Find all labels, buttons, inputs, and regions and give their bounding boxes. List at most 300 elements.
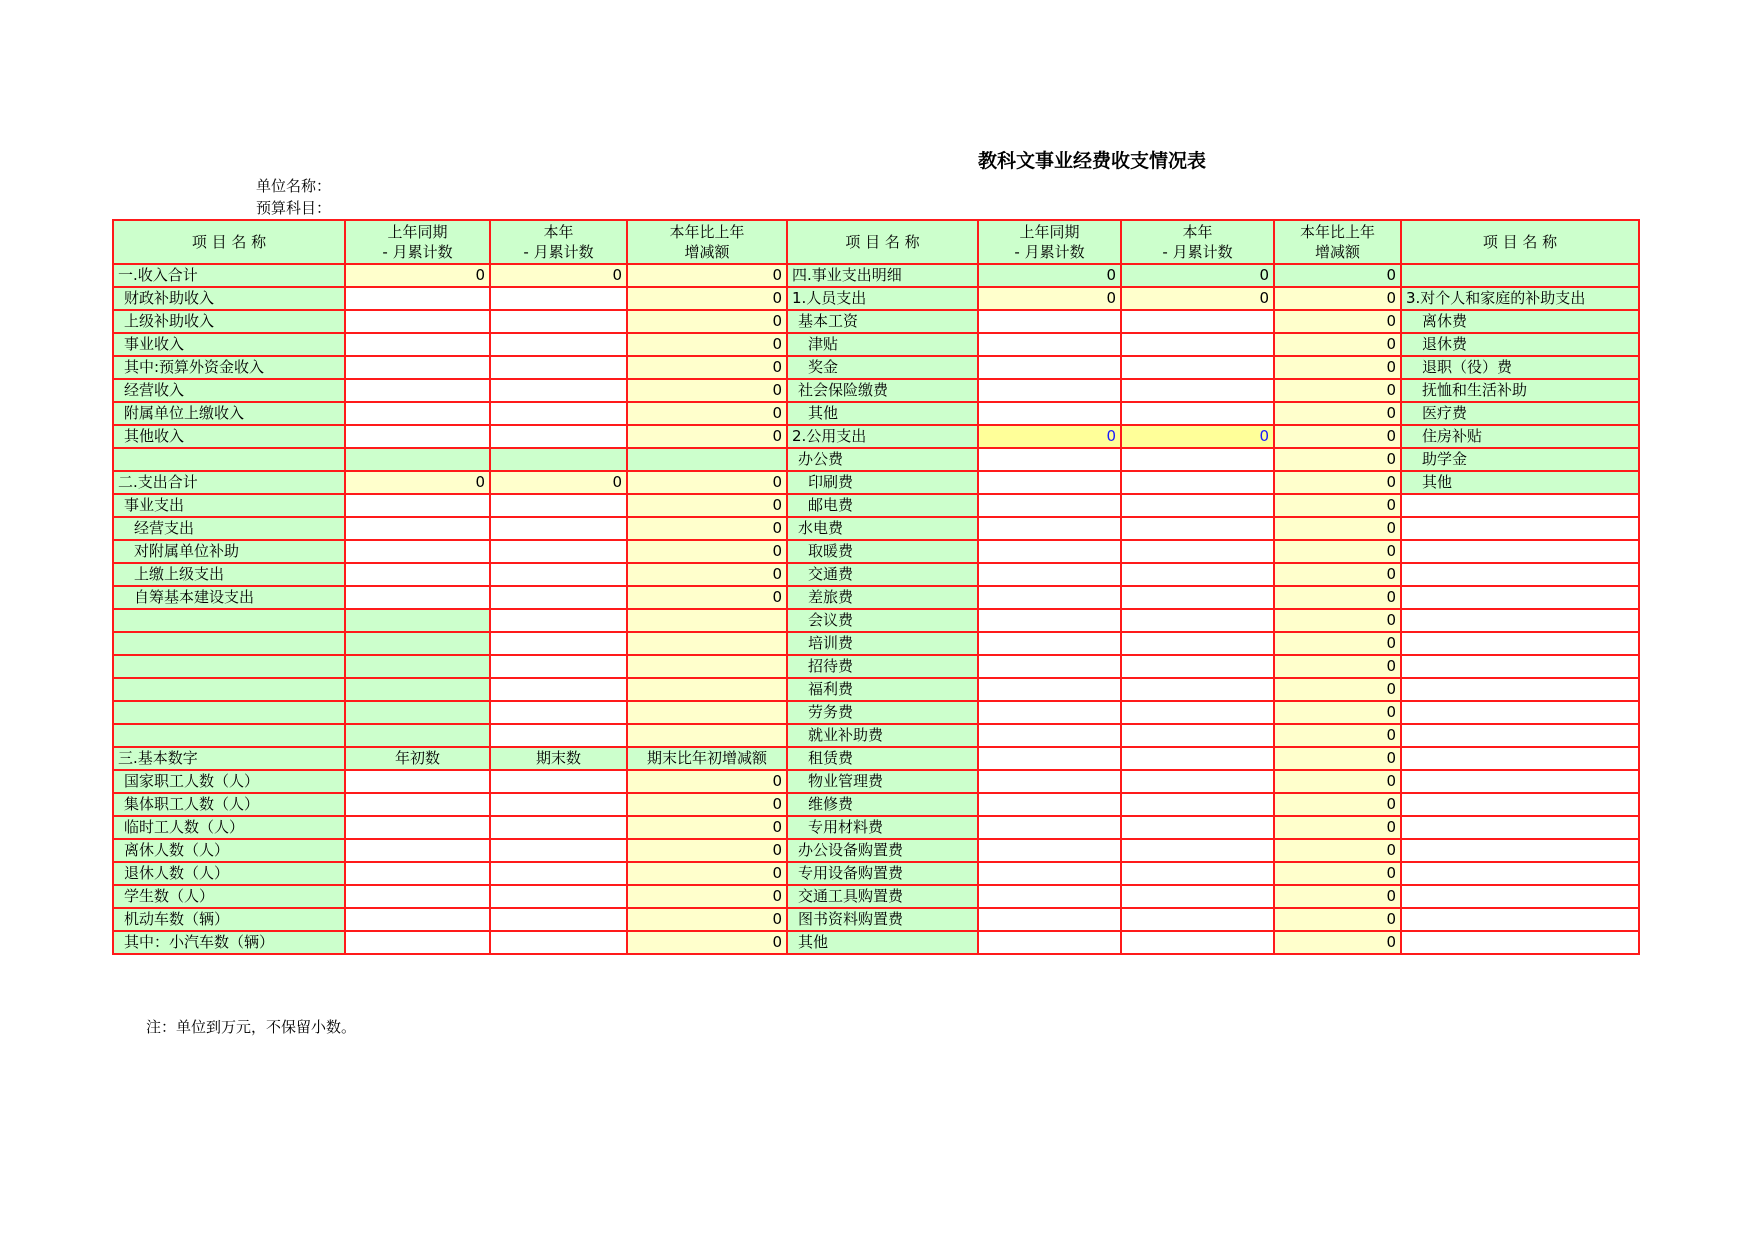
right-item-label — [1401, 931, 1639, 954]
left-blank-cell — [345, 678, 490, 701]
mid-item-label: 会议费 — [787, 609, 978, 632]
right-item-label — [1401, 747, 1639, 770]
mid-current-input[interactable] — [1121, 839, 1274, 862]
left-item-label: 其中:预算外资金收入 — [113, 356, 345, 379]
left-item-label: 机动车数（辆） — [113, 908, 345, 931]
right-item-label — [1401, 540, 1639, 563]
table-row — [113, 264, 1639, 287]
left-current-input[interactable] — [490, 839, 627, 862]
mid-change-value: 0 — [1274, 379, 1401, 402]
right-item-label — [1401, 908, 1639, 931]
left-prev-input[interactable] — [345, 540, 490, 563]
table-row — [113, 931, 1639, 954]
mid-item-label: 取暖费 — [787, 540, 978, 563]
right-item-label: 抚恤和生活补助 — [1401, 379, 1639, 402]
mid-item-label: 其他 — [787, 931, 978, 954]
mid-item-label: 福利费 — [787, 678, 978, 701]
left-current-input[interactable] — [490, 885, 627, 908]
left-blank-cell — [490, 678, 627, 701]
mid-current-input[interactable] — [1121, 701, 1274, 724]
left-current-input[interactable] — [490, 816, 627, 839]
left-item-label — [113, 609, 345, 632]
right-item-label — [1401, 701, 1639, 724]
left-item-label: 离休人数（人） — [113, 839, 345, 862]
mid-prev-input[interactable] — [978, 379, 1121, 402]
mid-current-input[interactable] — [1121, 885, 1274, 908]
left-current-input[interactable] — [490, 379, 627, 402]
table-row — [113, 885, 1639, 908]
mid-change-value: 0 — [1274, 609, 1401, 632]
mid-current-input[interactable] — [1121, 494, 1274, 517]
left-prev-input[interactable] — [345, 770, 490, 793]
left-item-label: 对附属单位补助 — [113, 540, 345, 563]
left-blank-cell — [627, 655, 787, 678]
table-row — [113, 425, 1639, 448]
left-change-value: 0 — [627, 563, 787, 586]
right-item-label — [1401, 724, 1639, 747]
basic-header-end: 期末数 — [490, 747, 627, 770]
mid-change-value: 0 — [1274, 862, 1401, 885]
mid-prev-input[interactable] — [978, 333, 1121, 356]
header-current-year: 本年 - 月累计数 — [490, 220, 627, 264]
basic-header-change: 期末比年初增减额 — [627, 747, 787, 770]
left-current-total: 0 — [490, 471, 627, 494]
left-item-label — [113, 701, 345, 724]
left-current-input[interactable] — [490, 287, 627, 310]
left-prev-input[interactable] — [345, 816, 490, 839]
left-change-value: 0 — [627, 816, 787, 839]
left-item-label: 附属单位上缴收入 — [113, 402, 345, 425]
right-item-label: 离休费 — [1401, 310, 1639, 333]
header-item-name-3: 项 目 名 称 — [1401, 220, 1639, 264]
mid-item-label: 邮电费 — [787, 494, 978, 517]
public-expense-current[interactable]: 0 — [1121, 425, 1274, 448]
mid-current-input[interactable] — [1121, 379, 1274, 402]
mid-current-input[interactable] — [1121, 862, 1274, 885]
mid-current-input[interactable] — [1121, 724, 1274, 747]
left-prev-input[interactable] — [345, 517, 490, 540]
mid-change-value: 0 — [1274, 448, 1401, 471]
left-item-label: 集体职工人数（人） — [113, 793, 345, 816]
left-prev-input[interactable] — [345, 425, 490, 448]
left-change-value: 0 — [627, 770, 787, 793]
mid-current-input[interactable] — [1121, 517, 1274, 540]
mid-item-label: 四.事业支出明细 — [787, 264, 978, 287]
left-prev-input[interactable] — [345, 793, 490, 816]
left-item-label: 退休人数（人） — [113, 862, 345, 885]
right-item-label — [1401, 632, 1639, 655]
table-row — [113, 379, 1639, 402]
left-prev-input[interactable] — [345, 402, 490, 425]
mid-current-input[interactable] — [1121, 632, 1274, 655]
left-change-value: 0 — [627, 540, 787, 563]
left-item-label: 二.支出合计 — [113, 471, 345, 494]
mid-prev-input[interactable] — [978, 402, 1121, 425]
left-prev-input[interactable] — [345, 379, 490, 402]
unit-name-label: 单位名称： — [256, 177, 332, 195]
right-item-label: 助学金 — [1401, 448, 1639, 471]
left-change-value: 0 — [627, 264, 787, 287]
mid-change-value: 0 — [1274, 770, 1401, 793]
left-change-value: 0 — [627, 862, 787, 885]
left-prev-input[interactable] — [345, 862, 490, 885]
table-row — [113, 839, 1639, 862]
mid-prev-input[interactable] — [978, 931, 1121, 954]
left-blank-cell — [490, 655, 627, 678]
table-row — [113, 540, 1639, 563]
left-change-value: 0 — [627, 333, 787, 356]
left-item-label: 财政补助收入 — [113, 287, 345, 310]
table-row — [113, 770, 1639, 793]
table-row — [113, 471, 1639, 494]
left-current-input[interactable] — [490, 540, 627, 563]
table-row — [113, 655, 1639, 678]
left-current-input[interactable] — [490, 425, 627, 448]
left-item-label: 事业收入 — [113, 333, 345, 356]
mid-prev-input[interactable] — [978, 448, 1121, 471]
left-current-input[interactable] — [490, 356, 627, 379]
left-change-value: 0 — [627, 356, 787, 379]
mid-current-total: 0 — [1121, 264, 1274, 287]
left-item-label: 国家职工人数（人） — [113, 770, 345, 793]
left-item-label — [113, 448, 345, 471]
left-blank-cell — [345, 724, 490, 747]
mid-current-input[interactable] — [1121, 655, 1274, 678]
mid-item-label: 社会保险缴费 — [787, 379, 978, 402]
mid-item-label: 图书资料购置费 — [787, 908, 978, 931]
left-blank-cell — [490, 609, 627, 632]
mid-item-label: 招待费 — [787, 655, 978, 678]
mid-item-label: 办公费 — [787, 448, 978, 471]
left-item-label: 三.基本数字 — [113, 747, 345, 770]
left-change-value: 0 — [627, 885, 787, 908]
left-current-input[interactable] — [490, 586, 627, 609]
mid-item-label: 交通费 — [787, 563, 978, 586]
mid-prev-input[interactable] — [978, 632, 1121, 655]
mid-prev-input[interactable] — [978, 908, 1121, 931]
mid-prev-input[interactable] — [978, 678, 1121, 701]
left-item-label: 事业支出 — [113, 494, 345, 517]
mid-prev-input[interactable] — [978, 310, 1121, 333]
mid-change-value: 0 — [1274, 471, 1401, 494]
mid-change-value: 0 — [1274, 586, 1401, 609]
left-prev-input[interactable] — [345, 931, 490, 954]
left-current-input[interactable] — [490, 931, 627, 954]
mid-change-value: 0 — [1274, 931, 1401, 954]
mid-item-label: 办公设备购置费 — [787, 839, 978, 862]
right-item-label — [1401, 678, 1639, 701]
table-row — [113, 494, 1639, 517]
mid-change-value: 0 — [1274, 402, 1401, 425]
right-item-label — [1401, 770, 1639, 793]
table-row — [113, 563, 1639, 586]
left-change-value: 0 — [627, 425, 787, 448]
mid-prev-input[interactable] — [978, 816, 1121, 839]
left-item-label — [113, 655, 345, 678]
left-blank-cell — [627, 448, 787, 471]
mid-change-value: 0 — [1274, 724, 1401, 747]
header-prev-period: 上年同期 - 月累计数 — [345, 220, 490, 264]
left-change-value: 0 — [627, 494, 787, 517]
left-current-input[interactable] — [490, 908, 627, 931]
public-expense-prev[interactable]: 0 — [978, 425, 1121, 448]
table-row — [113, 609, 1639, 632]
mid-item-label: 津贴 — [787, 333, 978, 356]
table-row — [113, 517, 1639, 540]
mid-prev-input[interactable] — [978, 494, 1121, 517]
left-prev-input[interactable] — [345, 586, 490, 609]
right-item-label — [1401, 839, 1639, 862]
left-item-label: 自筹基本建设支出 — [113, 586, 345, 609]
mid-item-label: 2.公用支出 — [787, 425, 978, 448]
mid-item-label: 物业管理费 — [787, 770, 978, 793]
mid-prev-total: 0 — [978, 287, 1121, 310]
mid-item-label: 基本工资 — [787, 310, 978, 333]
table-row — [113, 586, 1639, 609]
table-row — [113, 448, 1639, 471]
mid-item-label: 维修费 — [787, 793, 978, 816]
table-row — [113, 287, 1639, 310]
table-row — [113, 908, 1639, 931]
mid-prev-input[interactable] — [978, 839, 1121, 862]
left-prev-input[interactable] — [345, 310, 490, 333]
mid-prev-input[interactable] — [978, 563, 1121, 586]
mid-item-label: 水电费 — [787, 517, 978, 540]
left-item-label: 上级补助收入 — [113, 310, 345, 333]
left-blank-cell — [345, 448, 490, 471]
left-prev-input[interactable] — [345, 908, 490, 931]
mid-prev-input[interactable] — [978, 471, 1121, 494]
left-prev-input[interactable] — [345, 494, 490, 517]
table-row — [113, 793, 1639, 816]
table-row — [113, 724, 1639, 747]
table-row — [113, 333, 1639, 356]
left-current-input[interactable] — [490, 402, 627, 425]
header-yoy-change-2: 本年比上年 增减额 — [1274, 220, 1401, 264]
left-change-value: 0 — [627, 310, 787, 333]
mid-change-value: 0 — [1274, 333, 1401, 356]
right-item-label — [1401, 655, 1639, 678]
mid-change-value: 0 — [1274, 310, 1401, 333]
left-current-total: 0 — [490, 264, 627, 287]
left-item-label: 经营收入 — [113, 379, 345, 402]
mid-change-value: 0 — [1274, 839, 1401, 862]
mid-prev-input[interactable] — [978, 747, 1121, 770]
left-current-input[interactable] — [490, 517, 627, 540]
left-item-label: 学生数（人） — [113, 885, 345, 908]
right-item-label: 住房补贴 — [1401, 425, 1639, 448]
right-item-label: 退职（役）费 — [1401, 356, 1639, 379]
left-change-value: 0 — [627, 586, 787, 609]
mid-change-value: 0 — [1274, 632, 1401, 655]
left-change-value: 0 — [627, 287, 787, 310]
mid-change-value: 0 — [1274, 678, 1401, 701]
left-blank-cell — [627, 701, 787, 724]
mid-current-input[interactable] — [1121, 356, 1274, 379]
mid-prev-input[interactable] — [978, 540, 1121, 563]
mid-change-value: 0 — [1274, 747, 1401, 770]
left-prev-input[interactable] — [345, 356, 490, 379]
left-blank-cell — [345, 701, 490, 724]
mid-prev-input[interactable] — [978, 885, 1121, 908]
mid-current-input[interactable] — [1121, 333, 1274, 356]
mid-change-value: 0 — [1274, 287, 1401, 310]
left-current-input[interactable] — [490, 310, 627, 333]
header-yoy-change: 本年比上年 增减额 — [627, 220, 787, 264]
mid-current-input[interactable] — [1121, 471, 1274, 494]
report-table — [112, 219, 1640, 955]
right-item-label — [1401, 264, 1639, 287]
left-current-input[interactable] — [490, 862, 627, 885]
mid-change-value: 0 — [1274, 425, 1401, 448]
mid-change-value: 0 — [1274, 655, 1401, 678]
report-title: 教科文事业经费收支情况表 — [977, 150, 1206, 172]
mid-change-value: 0 — [1274, 885, 1401, 908]
table-row — [113, 402, 1639, 425]
right-item-label: 退休费 — [1401, 333, 1639, 356]
table-row — [113, 356, 1639, 379]
mid-current-input[interactable] — [1121, 770, 1274, 793]
left-blank-cell — [490, 448, 627, 471]
left-prev-total: 0 — [345, 264, 490, 287]
left-blank-cell — [490, 701, 627, 724]
mid-prev-input[interactable] — [978, 356, 1121, 379]
left-current-input[interactable] — [490, 563, 627, 586]
mid-current-input[interactable] — [1121, 931, 1274, 954]
left-prev-input[interactable] — [345, 839, 490, 862]
mid-current-input[interactable] — [1121, 793, 1274, 816]
left-blank-cell — [627, 632, 787, 655]
left-item-label — [113, 678, 345, 701]
mid-change-value: 0 — [1274, 563, 1401, 586]
header-item-name-2: 项 目 名 称 — [787, 220, 978, 264]
left-prev-total: 0 — [345, 471, 490, 494]
left-blank-cell — [490, 632, 627, 655]
mid-item-label: 交通工具购置费 — [787, 885, 978, 908]
mid-current-input[interactable] — [1121, 816, 1274, 839]
left-change-value: 0 — [627, 839, 787, 862]
mid-prev-input[interactable] — [978, 724, 1121, 747]
mid-change-value: 0 — [1274, 816, 1401, 839]
left-item-label — [113, 632, 345, 655]
mid-prev-input[interactable] — [978, 655, 1121, 678]
left-current-input[interactable] — [490, 333, 627, 356]
right-item-label — [1401, 494, 1639, 517]
mid-current-input[interactable] — [1121, 609, 1274, 632]
mid-current-input[interactable] — [1121, 448, 1274, 471]
mid-current-input[interactable] — [1121, 678, 1274, 701]
header-prev-period-2: 上年同期 - 月累计数 — [978, 220, 1121, 264]
mid-prev-input[interactable] — [978, 862, 1121, 885]
left-prev-input[interactable] — [345, 333, 490, 356]
table-row — [113, 747, 1639, 770]
mid-prev-input[interactable] — [978, 609, 1121, 632]
left-item-label — [113, 724, 345, 747]
mid-current-input[interactable] — [1121, 747, 1274, 770]
left-blank-cell — [627, 609, 787, 632]
mid-current-total: 0 — [1121, 287, 1274, 310]
left-change-value: 0 — [627, 379, 787, 402]
mid-current-input[interactable] — [1121, 586, 1274, 609]
mid-prev-input[interactable] — [978, 586, 1121, 609]
left-change-value: 0 — [627, 471, 787, 494]
mid-current-input[interactable] — [1121, 563, 1274, 586]
header-row — [113, 220, 1639, 264]
right-item-label: 其他 — [1401, 471, 1639, 494]
mid-current-input[interactable] — [1121, 540, 1274, 563]
mid-change-value: 0 — [1274, 494, 1401, 517]
budget-subject-label: 预算科目： — [256, 199, 332, 217]
mid-item-label: 奖金 — [787, 356, 978, 379]
mid-prev-input[interactable] — [978, 770, 1121, 793]
left-blank-cell — [345, 655, 490, 678]
mid-change-value: 0 — [1274, 793, 1401, 816]
mid-current-input[interactable] — [1121, 402, 1274, 425]
mid-prev-input[interactable] — [978, 517, 1121, 540]
left-blank-cell — [627, 724, 787, 747]
left-item-label: 一.收入合计 — [113, 264, 345, 287]
left-item-label: 上缴上级支出 — [113, 563, 345, 586]
left-blank-cell — [345, 632, 490, 655]
mid-item-label: 专用材料费 — [787, 816, 978, 839]
right-item-label: 医疗费 — [1401, 402, 1639, 425]
left-change-value: 0 — [627, 793, 787, 816]
header-item-name: 项 目 名 称 — [113, 220, 345, 264]
left-current-input[interactable] — [490, 793, 627, 816]
mid-item-label: 就业补助费 — [787, 724, 978, 747]
mid-change-value: 0 — [1274, 356, 1401, 379]
left-current-input[interactable] — [490, 494, 627, 517]
footnote: 注：单位到万元，不保留小数。 — [146, 1018, 357, 1036]
left-prev-input[interactable] — [345, 287, 490, 310]
left-current-input[interactable] — [490, 770, 627, 793]
left-change-value: 0 — [627, 517, 787, 540]
left-item-label: 其他收入 — [113, 425, 345, 448]
left-item-label: 其中：小汽车数（辆） — [113, 931, 345, 954]
right-item-label: 3.对个人和家庭的补助支出 — [1401, 287, 1639, 310]
basic-header-start: 年初数 — [345, 747, 490, 770]
mid-prev-input[interactable] — [978, 701, 1121, 724]
right-item-label — [1401, 816, 1639, 839]
left-prev-input[interactable] — [345, 563, 490, 586]
mid-change-value: 0 — [1274, 264, 1401, 287]
right-item-label — [1401, 517, 1639, 540]
table-row — [113, 632, 1639, 655]
right-item-label — [1401, 586, 1639, 609]
mid-prev-input[interactable] — [978, 793, 1121, 816]
table-row — [113, 678, 1639, 701]
left-blank-cell — [490, 724, 627, 747]
mid-item-label: 劳务费 — [787, 701, 978, 724]
left-item-label: 临时工人数（人） — [113, 816, 345, 839]
left-blank-cell — [627, 678, 787, 701]
left-prev-input[interactable] — [345, 885, 490, 908]
mid-current-input[interactable] — [1121, 310, 1274, 333]
right-item-label — [1401, 609, 1639, 632]
mid-item-label: 1.人员支出 — [787, 287, 978, 310]
left-item-label: 经营支出 — [113, 517, 345, 540]
mid-change-value: 0 — [1274, 908, 1401, 931]
right-item-label — [1401, 862, 1639, 885]
mid-change-value: 0 — [1274, 517, 1401, 540]
mid-item-label: 租赁费 — [787, 747, 978, 770]
right-item-label — [1401, 563, 1639, 586]
mid-current-input[interactable] — [1121, 908, 1274, 931]
left-blank-cell — [345, 609, 490, 632]
mid-change-value: 0 — [1274, 540, 1401, 563]
table-row — [113, 310, 1639, 333]
right-item-label — [1401, 793, 1639, 816]
